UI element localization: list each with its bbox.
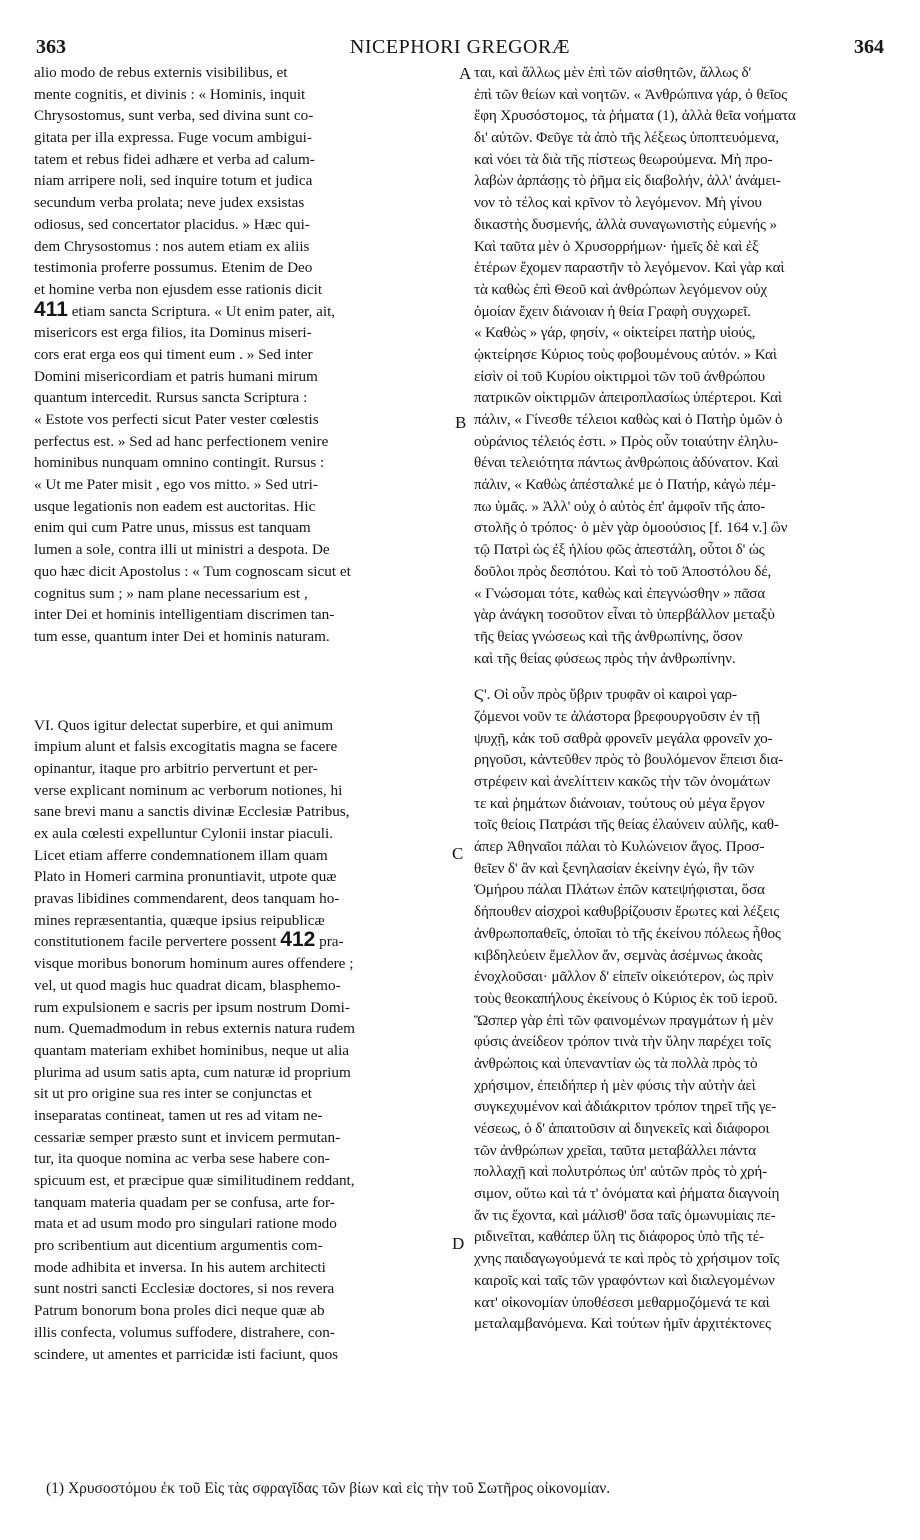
greek-text-line: « Καθὼς » γάρ, φησίν, « οἰκτείρει πατὴρ υἱούς, <box>474 324 756 342</box>
greek-text-line: ρηγοῦσι, κἀντεῦθεν πρὸς τὸ βουλόμενον ἔπεισι δια- <box>474 751 784 769</box>
latin-text-line: sunt nostri sancti Ecclesiæ doctores, si nos revera <box>34 1280 335 1298</box>
latin-text-line: quantam materiam exhibet hominibus, neque ut alia <box>34 1041 350 1059</box>
margin-marker-b: B <box>455 413 467 432</box>
latin-text-line: Plato in Homeri carmina pronuntiavit, utpote quæ <box>34 868 337 886</box>
greek-text-line: πολλαχῇ καὶ πολυτρόπως ὑπ' αὐτῶν πρὸς τὸ χρή- <box>474 1163 768 1181</box>
latin-text-line: lumen a sole, contra illi ut ministri a despota. De <box>34 541 330 559</box>
latin-text-line: tanquam materia quadam per se confusa, arte for- <box>34 1193 335 1211</box>
latin-text-line: enim qui cum Patre unus, missus est tanquam <box>34 519 311 537</box>
greek-text-line: « Γνώσομαι τότε, καθὼς καὶ ἐπεγνώσθην » πᾶσα <box>474 584 766 602</box>
greek-text-line: καὶ νόει τὰ διὰ τῆς πίστεως θεωρούμενα. Μὴ προ- <box>474 150 773 168</box>
greek-text-line: δικαστὴς δυσμενής, ἀλλὰ συναγωνιστὴς εὐμενής » <box>474 215 777 233</box>
latin-text-line: spicuum est, et præcipue quæ similitudinem reddant, <box>34 1172 355 1189</box>
greek-text-line: καιροῖς καὶ ταῖς τῶν γραφόντων καὶ διαλεγομένων <box>474 1271 775 1289</box>
latin-text-line: mata et ad usum modo pro singulari ratione modo <box>34 1215 337 1233</box>
latin-text-line: sane brevi manu a sanctis divinæ Ecclesiæ Patribus, <box>34 803 350 821</box>
greek-text-line: Ϛ'. Οἱ οὖν πρὸς ὕβριν τρυφᾶν οἱ καιροὶ γαρ- <box>474 686 737 704</box>
latin-text-line: Licet etiam afferre condemnationem illam quam <box>34 846 328 864</box>
latin-text-line: odiosus, sed concertator placidus. » Hæc qui- <box>34 215 310 233</box>
greek-text-line: ψυχῇ, κἀκ τοῦ σαθρὰ φρονεῖν μεγάλα φρονεῖν χο- <box>474 729 773 747</box>
latin-paragraph-2-cont <box>34 953 455 1365</box>
latin-text-line: secundum verba prolata; neve judex exsistas <box>34 194 305 212</box>
greek-text-line: ἑτέρων ἔχομεν παραστῆν τὸ λεγόμενον. Καὶ γὰρ καὶ <box>474 259 785 277</box>
latin-text-line: inseparatas contineat, tamen ut res ad vitam ne- <box>34 1106 323 1124</box>
latin-text-line: et homine verba non ejusdem esse rationis dicit <box>34 280 323 298</box>
latin-text-line: plurima ad usum satis apta, cum naturæ id proprium <box>34 1063 351 1081</box>
latin-text-line: verse explicant nominum ac verborum notiones, hi <box>34 781 343 799</box>
latin-text-line: « Estote vos perfecti sicut Pater vester cœlestis <box>34 411 319 428</box>
greek-text-line: ἐνοχλοῦσαι· μᾶλλον δ' εἰπεῖν οἰκειότερον, ὡς πρὶν <box>474 968 774 986</box>
latin-text-line: cessariæ semper præsto sunt et invicem permutan- <box>34 1128 341 1146</box>
greek-text-line: νέσεως, ὁ δ' ἀπαιτοῦσιν αἱ διηνεκεῖς καὶ διάφοροι <box>474 1120 770 1137</box>
latin-line-411-text: etiam sancta Scriptura. « Ut enim pater, ait, <box>71 302 336 320</box>
greek-text-line: ἄν τις ἔχοντα, καὶ μάλισθ' ὅσα ταῖς ὁμωνυμίαις πε- <box>474 1206 776 1224</box>
latin-text-line: testimonia proferre possumus. Etenim de Deo <box>34 259 313 277</box>
greek-text-line: ται, καὶ ἄλλως μὲν ἐπὶ τῶν αἰσθητῶν, ἄλλως δ' <box>474 64 752 81</box>
latin-paragraph-1 <box>34 62 455 301</box>
greek-text-line: πω ὑμᾶς. » Ἀλλ' οὐχ ὁ αὐτὸς ἐπ' ἀμφοῖν τῆς ἀπο- <box>474 497 766 515</box>
latin-text-line: niam arripere noli, sed inquire totum et judica <box>34 172 313 190</box>
latin-text-line: Patrum bonorum bona proles dici neque quæ ab <box>34 1302 325 1320</box>
latin-text-line: tum esse, quantum inter Dei et hominis naturam. <box>34 627 330 645</box>
latin-text-line: alio modo de rebus externis visibilibus, et <box>34 64 288 81</box>
greek-text-line: δήπουθεν αἰσχροὶ καθυβρίζουσιν ἔρωτες καὶ λέξεις <box>474 903 780 921</box>
latin-text-line: tur, ita quoque nomina ac verba sese habere con- <box>34 1150 330 1168</box>
greek-text-line: ἀνθρώποις καὶ ὑπεναντίαν ὡς τὰ πολλὰ πρὸς τὸ <box>474 1054 758 1072</box>
latin-text-line: inter Dei et hominis intelligentiam discrimen tan- <box>34 606 335 624</box>
latin-paragraph-1-cont <box>34 322 455 647</box>
latin-text-line: opinantur, itaque pro arbitrio pervertunt et per- <box>34 759 318 777</box>
greek-text-line: χνης παιδαγωγούμενά τε καὶ πρὸς τὸ χρήσιμον τοῖς <box>474 1250 780 1268</box>
latin-line-411 <box>34 301 455 323</box>
greek-text-line: γὰρ ἀνάγκη τοσοῦτον εἶναι τὸ ὑπερβάλλον μεταξὺ <box>474 606 775 624</box>
greek-column <box>474 62 890 1335</box>
greek-text-line: άπερ Ἀθηναῖοι πάλαι τὸ Κυλώνειον ἄγος. Προσ- <box>474 838 765 856</box>
greek-text-line: θεῖεν δ' ἂν καὶ ξενηλασίαν ἐκείνην ἐγώ, ἣν τῶν <box>474 859 754 877</box>
latin-text-line: num. Quemadmodum in rebus externis natura rudem <box>34 1020 355 1038</box>
greek-text-line: Καὶ ταῦτα μὲν ὁ Χρυσορρήμων· ἡμεῖς δὲ καὶ ἐξ <box>474 237 759 255</box>
latin-column <box>34 62 455 1365</box>
latin-text-line: pro scribentium aut dicentium argumentis com- <box>34 1237 323 1255</box>
latin-text-line: illis confecta, volumus suffodere, distrahere, con- <box>34 1323 335 1341</box>
greek-text-line: Ὁμήρου πάλαι Πλάτων ἐπῶν κατεψήφισται, ὅσα <box>474 881 765 899</box>
greek-text-line: δι' αὐτῶν. Φεῦγε τὰ ἀπὸ τῆς λέξεως ὑποπτευόμενα, <box>474 129 779 147</box>
greek-text-line: λαβὼν ἁρπάσῃς τὸ ῥῆμα εἰς διαβολήν, ἀλλ' ἀνάμει- <box>474 172 781 190</box>
latin-line-412-after: pra- <box>319 933 344 951</box>
greek-text-line: ἐπὶ τῶν θείων καὶ νοητῶν. « Ἀνθρώπινα γάρ, ὁ θεῖος <box>474 85 787 103</box>
latin-text-line: « Ut me Pater misit , ego vos mitto. » Sed utri- <box>34 476 318 494</box>
greek-text-line: τὰ καθὼς ἐπὶ Θεοῦ καὶ ἀνθρώπων λεγόμενον οὐχ <box>474 280 767 298</box>
latin-text-line: impium alunt et falsis excogitatis magna se facere <box>34 738 338 756</box>
latin-text-line: vel, ut quod magis huc quadrat dicam, blasphemo- <box>34 976 341 994</box>
greek-text-line: κιβδηλεύειν ἔμελλον ἄν, σεμνὰς ἀσέμνως ἀκοὰς <box>474 946 763 964</box>
greek-text-line: σιμον, οὕτω καὶ τά τ' ὀνόματα καὶ ῥήματα διαγνοίη <box>474 1185 780 1203</box>
page-number-right: 364 <box>854 36 884 58</box>
latin-text-line: ex aula cœlesti expelluntur Cylonii instar piaculi. <box>34 825 334 842</box>
greek-text-line: Ὥσπερ γὰρ ἐπὶ τῶν φαινομένων πραγμάτων ἡ μὲν <box>474 1011 774 1029</box>
greek-text-line: στρέφειν καὶ ἀνελίττειν κακῶς τὴν τῶν ὀνομάτων <box>474 773 771 790</box>
greek-paragraph-2 <box>474 684 890 1335</box>
latin-text-line: cognitus sum ; » nam plane necessarium est , <box>34 584 308 602</box>
latin-text-line: visque moribus bonorum hominum aures offendere ; <box>34 955 354 973</box>
greek-text-line: μεταλαμβανόμενα. Καὶ τούτων ἡμῖν ἀρχιτέκτονες <box>474 1315 771 1333</box>
margin-marker-c: C <box>452 844 464 863</box>
latin-line-412-before: constitutionem facile pervertere possent <box>34 933 277 951</box>
footnote: (1) Χρυσοστόμου ἐκ τοῦ Εἰς τὰς σφραγῖδας τῶν βίων καὶ εἰς τὴν τοῦ Σωτῆρος οἰκονομίαν. <box>46 1480 611 1497</box>
greek-text-line: φύσις ἀνείδεον τρόπον τινὰ τὴν ὕλην παρέχει τοῖς <box>474 1033 771 1051</box>
greek-text-line: χρήσιμον, ἐπειδήπερ ἡ μὲν φύσις τὴν αὐτὴν ἀεὶ <box>474 1076 756 1094</box>
greek-text-line: τῆς θείας γνώσεως καὶ τῆς ἀνθρωπίνης, ὅσον <box>474 627 743 645</box>
latin-line-412 <box>34 931 455 953</box>
latin-text-line: tatem et rebus fidei adhære et verba ad calum- <box>34 150 315 168</box>
marginal-number-412: 412 <box>280 931 316 952</box>
running-title: NICEPHORI GREGORÆ <box>349 36 571 58</box>
greek-paragraph-1 <box>474 62 890 669</box>
greek-text-line: εἰσὶν οἱ τοῦ Κυρίου οἰκτιρμοὶ τῶν τοῦ ἀνθρώπου <box>474 367 766 385</box>
latin-text-line: pravas libidines commendarent, deos tanquam ho- <box>34 890 340 908</box>
greek-text-line: ἔφη Χρυσόστομος, τὰ ῥήματα (1), ἀλλὰ θεῖα νοήματα <box>474 107 796 125</box>
latin-text-line: dem Chrysostomus : nos autem etiam ex aliis <box>34 237 310 255</box>
latin-text-line: perfectus est. » Sed ad hanc perfectionem venire <box>34 432 329 450</box>
greek-text-line: πάλιν, « Καθὼς ἀπέσταλκέ με ὁ Πατήρ, κἀγὼ πέμ- <box>474 476 776 494</box>
running-header <box>36 36 884 62</box>
latin-text-line: quo hæc dicit Apostolus : « Tum cognoscam sicut et <box>34 562 351 580</box>
greek-text-line: ᾠκτείρησε Κύριος τοὺς φοβουμένους αὐτόν. » Καὶ <box>474 345 777 363</box>
marginal-number-411: 411 <box>34 300 68 321</box>
latin-text-line: quantum intercedit. Rursus sancta Scriptura : <box>34 389 308 407</box>
greek-text-line: κατ' οἰκονομίαν ὑποθέσεσι μεθαρμοζόμενά τε καὶ <box>474 1293 770 1311</box>
greek-text-line: τε καὶ ῥημάτων διάνοιαν, τούτους οὐ μέγα ἔργον <box>474 794 765 812</box>
greek-text-line: οὐράνιος τέλειός ἐστι. » Πρὸς οὖν τοιαύτην ἐληλυ- <box>474 432 779 450</box>
greek-text-line: νον τὸ τέλος καὶ κρῖνον τὸ λεγόμενον. Μὴ γίνου <box>474 194 762 212</box>
greek-text-line: ριδινεῖται, καθάπερ ὕλη τις διάφορος ὑπὸ τῆς τέ- <box>474 1228 764 1246</box>
latin-text-line: cors erat erga eos qui timent eum . » Sed inter <box>34 345 313 363</box>
latin-text-line: hominibus nunquam omnino contingit. Rursus : <box>34 454 325 472</box>
greek-text-line: τοὺς θεοκαπήλους ἐκείνους ὁ Κύριος ἐκ τοῦ ἱεροῦ. <box>474 989 778 1007</box>
greek-text-line: θέναι τελειότητα πάντως ἀνθρώποις ἀδύνατον. Καὶ <box>474 454 779 472</box>
greek-text-line: τῷ Πατρὶ ὡς ἐξ ἡλίου φῶς ἀπεστάλη, οὗτοι δ' ὡς <box>474 541 765 559</box>
latin-text-line: mode adhibita et inversa. In his autem architecti <box>34 1258 326 1276</box>
page-number-left: 363 <box>36 36 66 58</box>
latin-text-line: misericors est erga filios, ita Dominus miseri- <box>34 324 312 342</box>
greek-text-line: τοῖς θείοις Πατράσι τῆς θείας ἐλαύνειν αὐλῆς, καθ- <box>474 816 779 834</box>
latin-text-line: gitata per illa expressa. Fuge vocum ambigui- <box>34 129 312 147</box>
greek-text-line: ζόμενοι νοῦν τε ἀλάστορα βρεφουργοῦσιν ἐν τῇ <box>474 707 761 725</box>
latin-text-line: rum expulsionem e sacris per ipsum nostrum Domi- <box>34 998 350 1016</box>
greek-text-line: δοῦλοι πρὸς δεσπότου. Καὶ τὸ τοῦ Ἀποστόλου δέ, <box>474 562 772 580</box>
latin-text-line: usque legationis non eadem est auctoritas. Hic <box>34 497 316 515</box>
latin-text-line: mente cognitis, et divinis : « Hominis, inquit <box>34 85 306 103</box>
latin-text-line: sit ut pro origine sua res inter se conjunctas et <box>34 1085 312 1103</box>
latin-text-line: Domini misericordiam et patris humani mirum <box>34 367 318 385</box>
greek-text-line: συγκεχυμένον καὶ ἀδιάκριτον τρόπον τηρεῖ τῆς γε- <box>474 1098 777 1116</box>
greek-text-line: καὶ τῆς θείας φύσεως πρὸς τὴν ἀνθρωπίνην. <box>474 649 736 667</box>
margin-marker-d: D <box>452 1234 465 1253</box>
latin-text-line: scindere, ut amentes et parricidæ isti faciunt, quos <box>34 1345 339 1363</box>
greek-text-line: στολῆς ὁ τρόπος· ὁ μὲν γὰρ ὁμοούσιος [f. 164 v.] ὢν <box>474 519 788 537</box>
latin-text-line: Chrysostomus, sunt verba, sed divina sunt co- <box>34 107 314 125</box>
greek-text-line: ἀνθρωποπαθεῖς, ὁποῖαι τὸ τῆς ἐκείνου πόλεως ἦθος <box>474 924 781 942</box>
greek-text-line: πάλιν, « Γίνεσθε τέλειοι καθὼς καὶ ὁ Πατὴρ ὑμῶν ὁ <box>474 411 783 428</box>
greek-text-line: πατρικῶν οἰκτιρμῶν ἀπειροπλασίως ὑπέρτεροι. Καὶ <box>474 389 782 407</box>
greek-text-line: τῶν ἀνθρώπων χρεῖαι, ταῦτα μεταβάλλει πάντα <box>474 1141 756 1159</box>
latin-paragraph-2 <box>34 715 455 932</box>
margin-marker-a: A <box>459 64 472 83</box>
latin-text-line: mines repræsentantia, quæque ipsius reipublicæ <box>34 911 325 929</box>
latin-text-line: VI. Quos igitur delectat superbire, et qui animum <box>34 716 334 734</box>
greek-text-line: ὁμοίαν ἔχειν διάνοιαν ἡ θεία Γραφὴ συγχωρεῖ. <box>474 302 751 320</box>
